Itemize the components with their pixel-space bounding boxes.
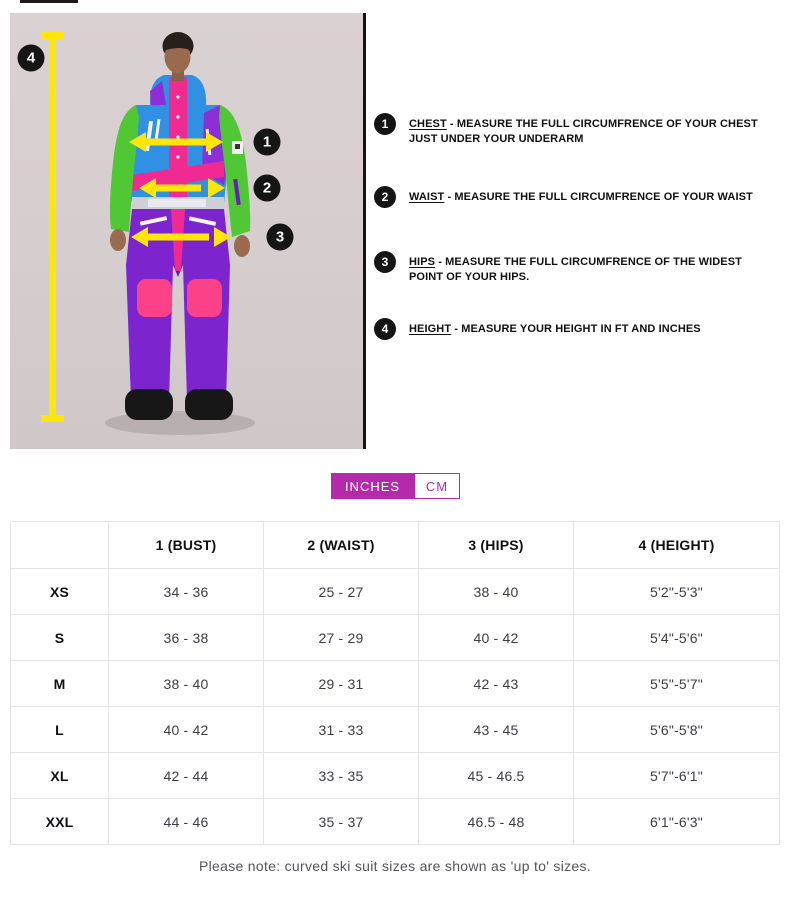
header-bust: 1 (BUST) [109,522,264,569]
instruction-item-chest [374,113,776,147]
step-2-badge [374,186,396,208]
marker-3-number: 3 [275,228,285,246]
waist-value: 27 - 29 [264,615,419,661]
cropped-top-edge [20,0,78,3]
waist-value: 25 - 27 [264,569,419,615]
table-row [11,799,780,845]
instruction-desc-hips: MEASURE THE FULL CIRCUMFRENCE OF THE WIDEST POINT OF YOUR HIPS. [409,256,742,283]
inches-toggle-button[interactable]: INCHES [331,473,414,499]
size-label: XS [11,569,109,615]
instruction-desc-waist: MEASURE THE FULL CIRCUMFRENCE OF YOUR WAIST [454,191,753,203]
step-1-badge [374,113,396,135]
bust-value: 42 - 44 [109,753,264,799]
instruction-item-height [374,318,776,340]
cm-toggle-button[interactable]: CM [414,473,460,499]
height-value: 5'4"-5'6" [574,615,780,661]
instruction-text-chest [409,113,776,147]
bust-value: 34 - 36 [109,569,264,615]
waist-value: 29 - 31 [264,661,419,707]
size-label: XL [11,753,109,799]
step-3-badge [374,251,396,273]
hips-value: 42 - 43 [419,661,574,707]
instruction-sep: - [451,323,462,335]
table-row [11,753,780,799]
waist-value: 31 - 33 [264,707,419,753]
instruction-label-waist: WAIST [409,191,445,203]
height-value: 5'6"-5'8" [574,707,780,753]
step-4-badge [374,318,396,340]
instruction-label-height: HEIGHT [409,323,452,335]
height-dimension-line [41,32,64,422]
table-row [11,707,780,753]
instruction-text-waist [409,186,776,205]
instruction-label-hips: HIPS [409,256,436,268]
instruction-sep: - [446,118,457,130]
marker-4-number: 4 [26,49,36,67]
size-label: XXL [11,799,109,845]
table-row [11,615,780,661]
hips-value: 38 - 40 [419,569,574,615]
ski-suit-model [110,32,250,420]
size-label: S [11,615,109,661]
table-header-row [11,522,780,569]
step-3-number: 3 [381,255,389,269]
bust-value: 40 - 42 [109,707,264,753]
instruction-item-waist [374,186,776,208]
height-value: 5'7"-6'1" [574,753,780,799]
instruction-desc-height: MEASURE YOUR HEIGHT IN FT AND INCHES [461,323,701,335]
header-waist: 2 (WAIST) [264,522,419,569]
unit-toggle [331,473,460,499]
instruction-text-hips [409,251,776,285]
instruction-sep: - [435,256,446,268]
marker-2-number: 2 [262,179,272,197]
bust-value: 44 - 46 [109,799,264,845]
model-illustration [10,13,363,449]
waist-value: 33 - 35 [264,753,419,799]
height-value: 6'1"-6'3" [574,799,780,845]
step-1-number: 1 [381,117,389,131]
bust-value: 38 - 40 [109,661,264,707]
instruction-label-chest: CHEST [409,118,447,130]
header-height: 4 (HEIGHT) [574,522,780,569]
table-row [11,569,780,615]
instruction-item-hips [374,251,776,285]
instruction-text-height [409,318,776,337]
bust-value: 36 - 38 [109,615,264,661]
instruction-desc-chest: MEASURE THE FULL CIRCUMFRENCE OF YOUR CHEST JUST UNDER YOUR UNDERARM [409,118,758,145]
hips-value: 46.5 - 48 [419,799,574,845]
size-chart-table [10,521,780,845]
header-hips: 3 (HIPS) [419,522,574,569]
height-value: 5'5"-5'7" [574,661,780,707]
hips-value: 40 - 42 [419,615,574,661]
hips-value: 43 - 45 [419,707,574,753]
table-row [11,661,780,707]
sizing-note: Please note: curved ski suit sizes are shown as 'up to' sizes. [198,858,591,874]
size-label: L [11,707,109,753]
marker-1-number: 1 [262,133,272,151]
size-label: M [11,661,109,707]
height-value: 5'2"-5'3" [574,569,780,615]
size-guide-photo [10,13,366,449]
step-4-number: 4 [381,322,389,336]
header-blank [11,522,109,569]
hips-value: 45 - 46.5 [419,753,574,799]
instruction-sep: - [444,191,455,203]
step-2-number: 2 [381,190,389,204]
waist-value: 35 - 37 [264,799,419,845]
